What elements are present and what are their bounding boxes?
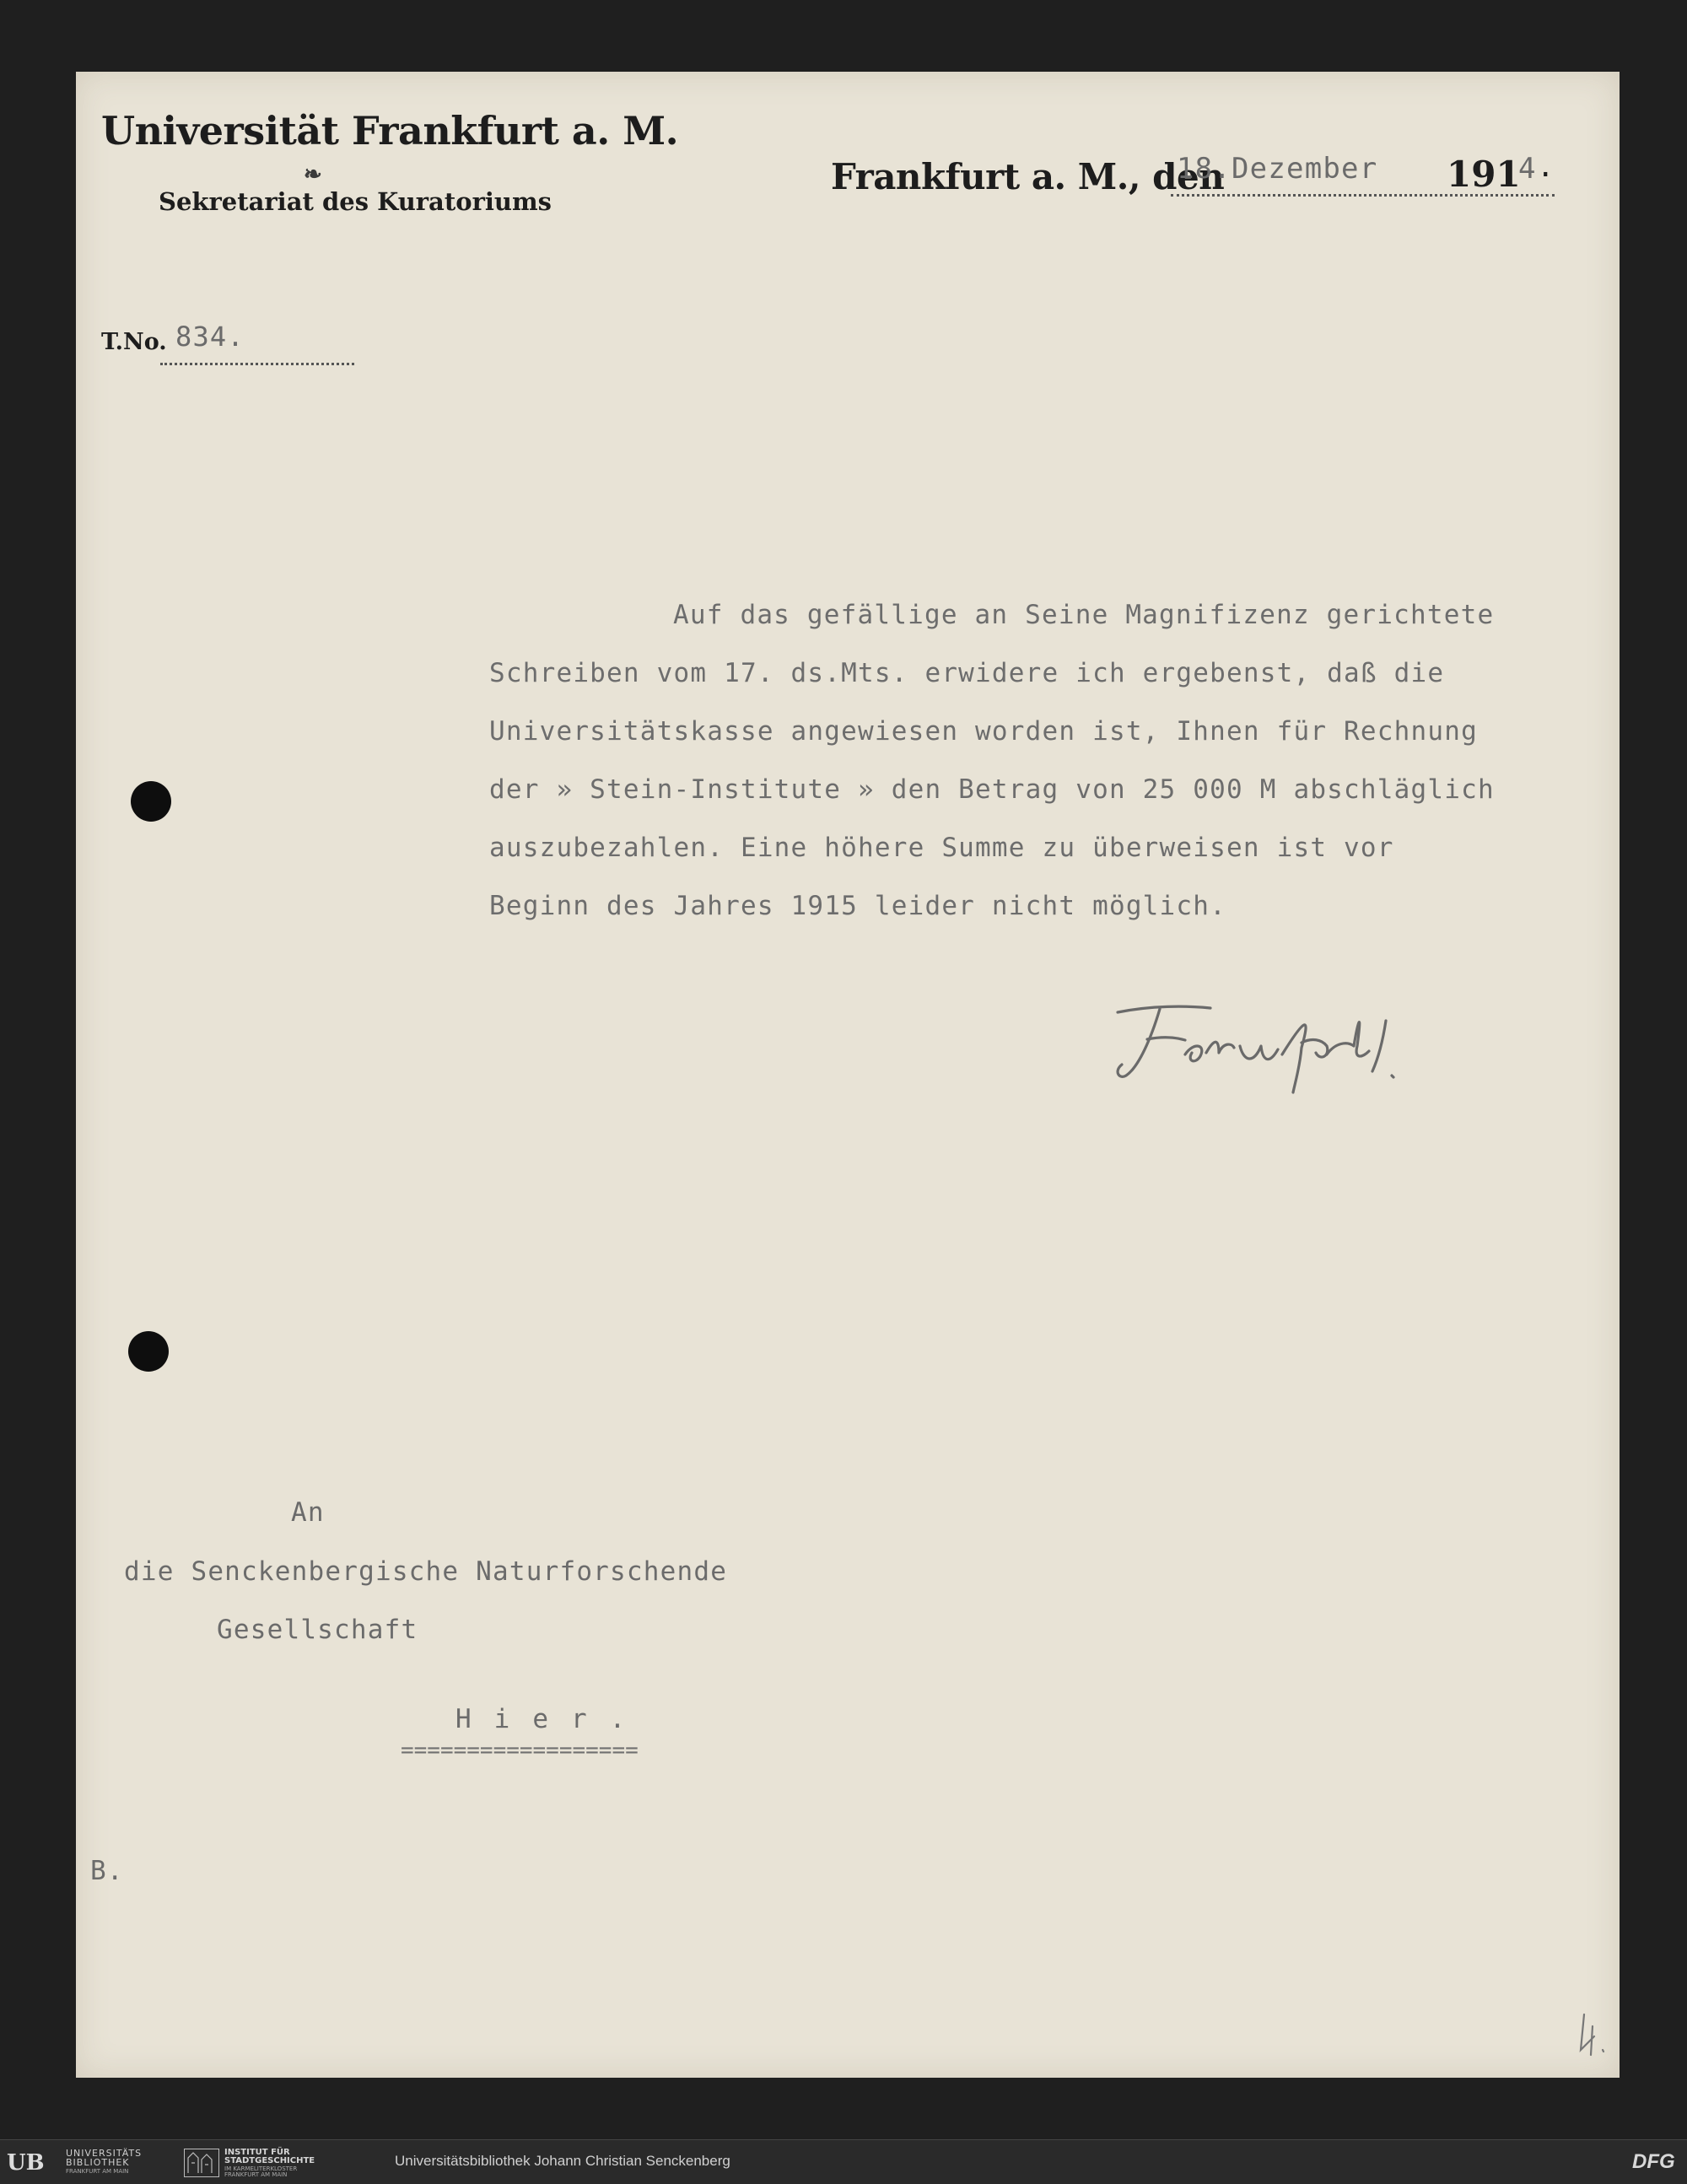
letterhead-university: Universität Frankfurt a. M. [101,108,679,154]
typist-initial: B. [90,1856,124,1886]
ub-logo-line3: FRANKFURT AM MAIN [66,2168,129,2175]
isg-logo-line3: IM KARMELITERKLOSTER [224,2165,298,2172]
address-recipient-line2: Gesellschaft [217,1615,418,1645]
isg-logo-line1: INSTITUT FÜR [224,2148,290,2157]
letterhead-place: Frankfurt a. M., den [831,156,1225,197]
body-line: Beginn des Jahres 1915 leider nicht möglich. [489,891,1226,921]
date-end-dot: . [1537,150,1555,184]
letter-body [489,586,1594,936]
ub-logo-mark: UB [7,2150,45,2176]
isg-logo-line2: STADTGESCHICHTE [224,2156,315,2165]
date-day-month: 18.Dezember [1177,152,1378,186]
dfg-logo[interactable]: DFG [1632,2150,1675,2173]
date-year-typed: 4 [1518,152,1537,186]
address-underline: ================== [401,1738,639,1763]
isg-logo[interactable] [184,2149,386,2177]
body-line: der » Stein-Institute » den Betrag von 25 000 M abschläglich [489,774,1495,805]
body-line: auszubezahlen. Eine höhere Summe zu überweisen ist vor [489,833,1394,863]
ub-logo-line1: UNIVERSITÄTS [66,2148,143,2159]
ub-logo-line2: BIBLIOTHEK [66,2157,130,2168]
pencil-annotation [1577,2008,1615,2058]
isg-logo-line4: FRANKFURT AM MAIN [224,2171,288,2178]
handwritten-signature [1101,987,1421,1097]
reference-label: T.No. [101,329,167,355]
reference-number: 834. [175,321,245,353]
letterhead-ornament-icon: ❧ [304,162,322,187]
isg-logo-mark-icon [184,2149,219,2177]
letterhead-secretariat: Sekretariat des Kuratoriums [159,187,552,216]
address-hier: Hier. [455,1704,649,1734]
address-recipient-line1: die Senckenbergische Naturforschende [124,1556,728,1587]
date-year-printed: 191 [1447,154,1521,195]
ub-logo[interactable] [7,2149,175,2177]
address-an: An [291,1497,325,1528]
viewer-footer [0,2139,1687,2184]
footer-holder-text: Universitätsbibliothek Johann Christian Senckenberg [395,2153,730,2169]
body-line: Schreiben vom 17. ds.Mts. erwidere ich ergebenst, daß die [489,658,1445,688]
punch-hole [128,1331,169,1372]
body-line: Universitätskasse angewiesen worden ist, Ihnen für Rechnung [489,716,1478,747]
body-line: Auf das gefällige an Seine Magnifizenz gerichtete [673,600,1495,630]
punch-hole [131,781,171,822]
